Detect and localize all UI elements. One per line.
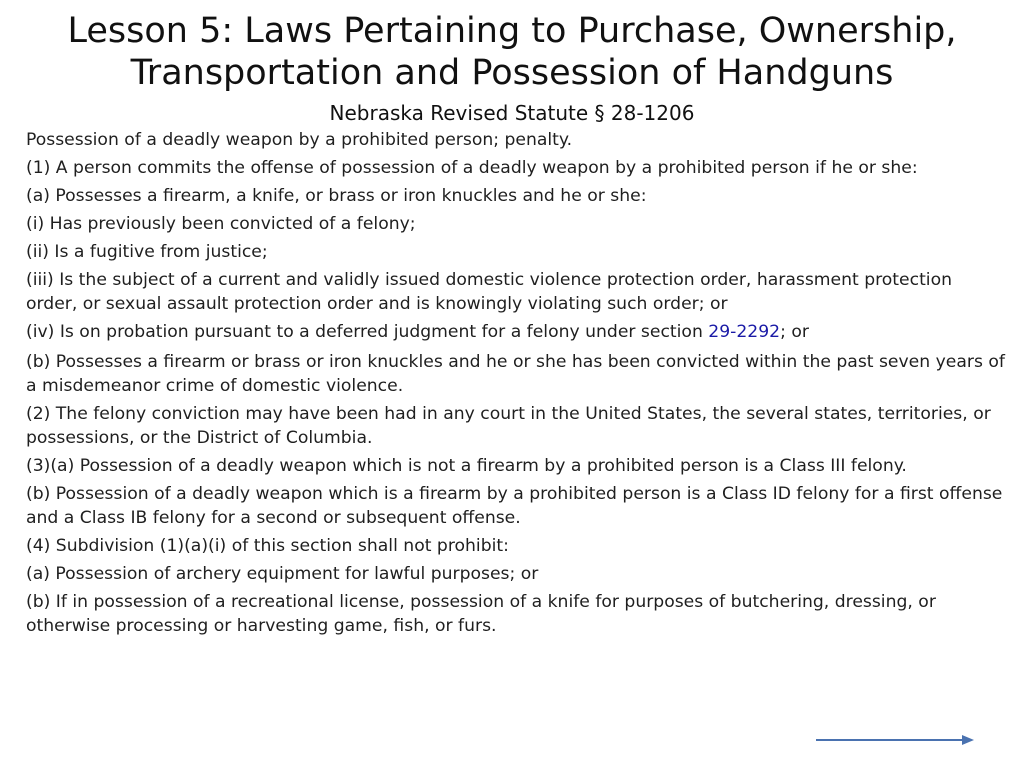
- statute-paragraph-1a-iii: (iii) Is the subject of a current and validly issued domestic violence protection order, harassment protection order, or sexual assault protection order and is knowingly violating such order; or: [26, 270, 952, 314]
- statute-paragraph-2: (2) The felony conviction may have been had in any court in the United States, the several states, territories, or possessions, or the District of Columbia.: [26, 404, 991, 448]
- statute-heading: Possession of a deadly weapon by a prohibited person; penalty.: [26, 130, 573, 150]
- statute-paragraph-1a: (a) Possesses a firearm, a knife, or brass or iron knuckles and he or she:: [26, 186, 647, 206]
- slide-title-line-2: Transportation and Possession of Handguns: [130, 53, 894, 93]
- statute-paragraph-1a-iv: [26, 320, 1006, 344]
- statute-paragraph-4a: (a) Possession of archery equipment for lawful purposes; or: [26, 564, 539, 584]
- statute-text: [26, 128, 1006, 642]
- statute-paragraph-1: (1) A person commits the offense of possession of a deadly weapon by a prohibited person if he or she:: [26, 158, 918, 178]
- statute-paragraph-1a-i: (i) Has previously been convicted of a felony;: [26, 214, 416, 234]
- next-slide-button[interactable]: [812, 730, 978, 750]
- statute-reference: Nebraska Revised Statute § 28-1206: [329, 101, 695, 125]
- statute-paragraph-4: (4) Subdivision (1)(a)(i) of this section shall not prohibit:: [26, 536, 509, 556]
- statute-paragraph-1a-ii: (ii) Is a fugitive from justice;: [26, 242, 268, 262]
- statute-paragraph-1a-iv-end: ; or: [780, 322, 809, 342]
- statute-paragraph-1b: (b) Possesses a firearm or brass or iron knuckles and he or she has been convicted within the past seven years of a misdemeanor crime of domestic violence.: [26, 352, 1005, 396]
- statute-paragraph-1a-iv-text: (iv) Is on probation pursuant to a deferred judgment for a felony under section: [26, 322, 709, 342]
- statute-paragraph-3b: (b) Possession of a deadly weapon which is a firearm by a prohibited person is a Class ID felony for a first offense and a Class IB felony for a second or subsequent offense.: [26, 484, 1003, 528]
- statute-paragraph-3a: (3)(a) Possession of a deadly weapon which is not a firearm by a prohibited person is a Class III felony.: [26, 456, 907, 476]
- section-29-2292-link[interactable]: 29-2292: [708, 322, 781, 342]
- arrow-right-icon: [812, 730, 978, 750]
- statute-paragraph-4b: (b) If in possession of a recreational license, possession of a knife for purposes of butchering, dressing, or otherwise processing or harvesting game, fish, or furs.: [26, 592, 936, 636]
- slide-title: [20, 10, 1004, 94]
- slide-title-line-1: Lesson 5: Laws Pertaining to Purchase, Ownership,: [67, 11, 957, 51]
